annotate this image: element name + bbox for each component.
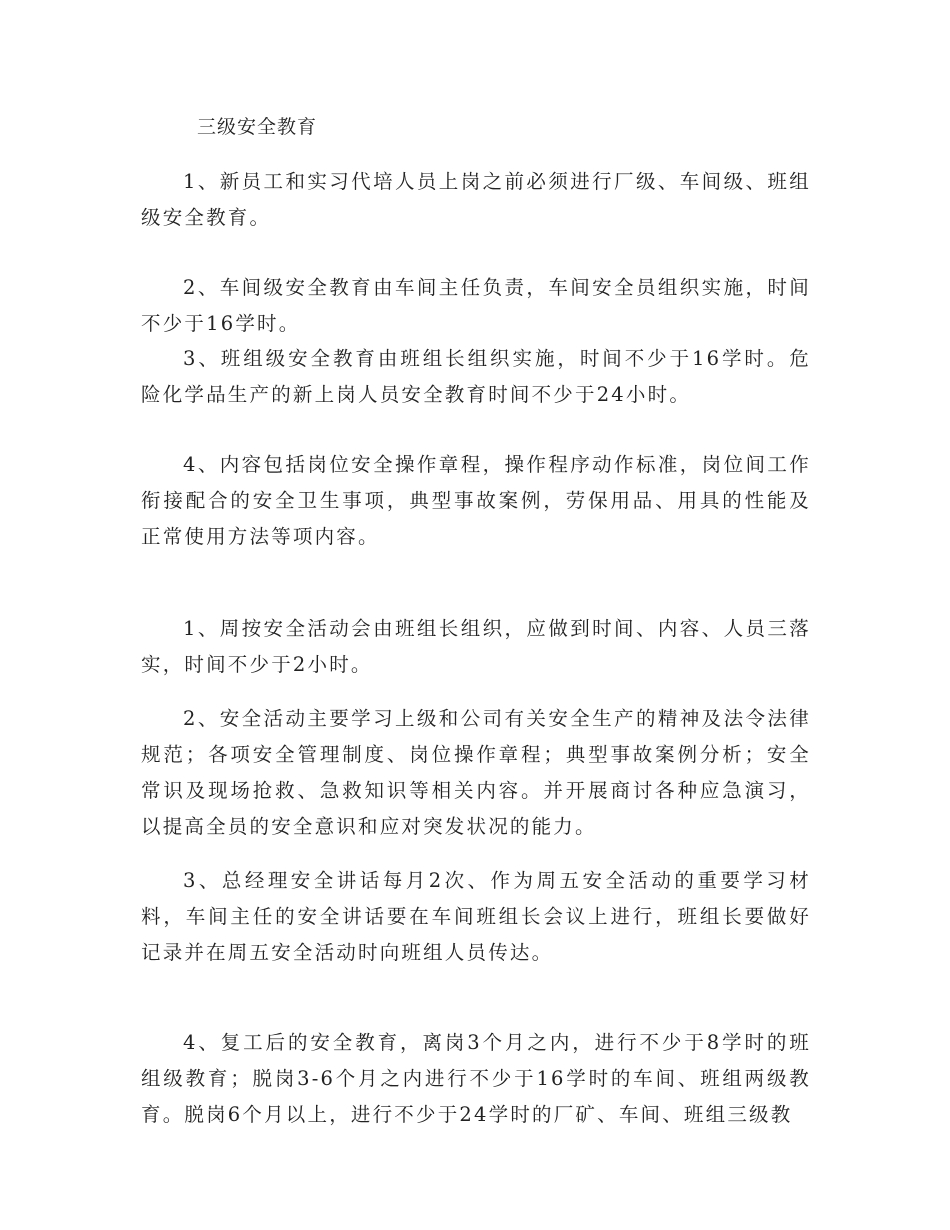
document-heading: 三级安全教育 xyxy=(197,116,318,138)
paragraph: 2、安全活动主要学习上级和公司有关安全生产的精神及法令法律规范；各项安全管理制度、岗位操作章程；典型事故案例分析；安全常识及现场抢救、急救知识等相关内容。并开展商讨各种应急演习，以提高全员的安全意识和应对突发状况的能力。 xyxy=(141,707,811,838)
paragraph: 3、总经理安全讲话每月2次、作为周五安全活动的重要学习材料，车间主任的安全讲话要在车间班组长会议上进行，班组长要做好记录并在周五安全活动时向班组人员传达。 xyxy=(141,869,811,964)
paragraph: 4、内容包括岗位安全操作章程，操作程序动作标准，岗位间工作衔接配合的安全卫生事项，典型事故案例，劳保用品、用具的性能及正常使用方法等项内容。 xyxy=(141,453,811,548)
paragraph: 1、新员工和实习代培人员上岗之前必须进行厂级、车间级、班组级安全教育。 xyxy=(141,170,811,229)
paragraph: 1、周按安全活动会由班组长组织，应做到时间、内容、人员三落实，时间不少于2小时。 xyxy=(141,617,811,676)
paragraph: 2、车间级安全教育由车间主任负责，车间安全员组织实施，时间不少于16学时。 xyxy=(141,276,811,335)
paragraph: 4、复工后的安全教育，离岗3个月之内，进行不少于8学时的班组级教育；脱岗3-6个月之内进行不少于16学时的车间、班组两级教育。脱岗6个月以上，进行不少于24学时的厂矿、车间、班组三级教 xyxy=(141,1031,811,1126)
paragraph: 3、班组级安全教育由班组长组织实施，时间不少于16学时。危险化学品生产的新上岗人员安全教育时间不少于24小时。 xyxy=(141,347,811,406)
